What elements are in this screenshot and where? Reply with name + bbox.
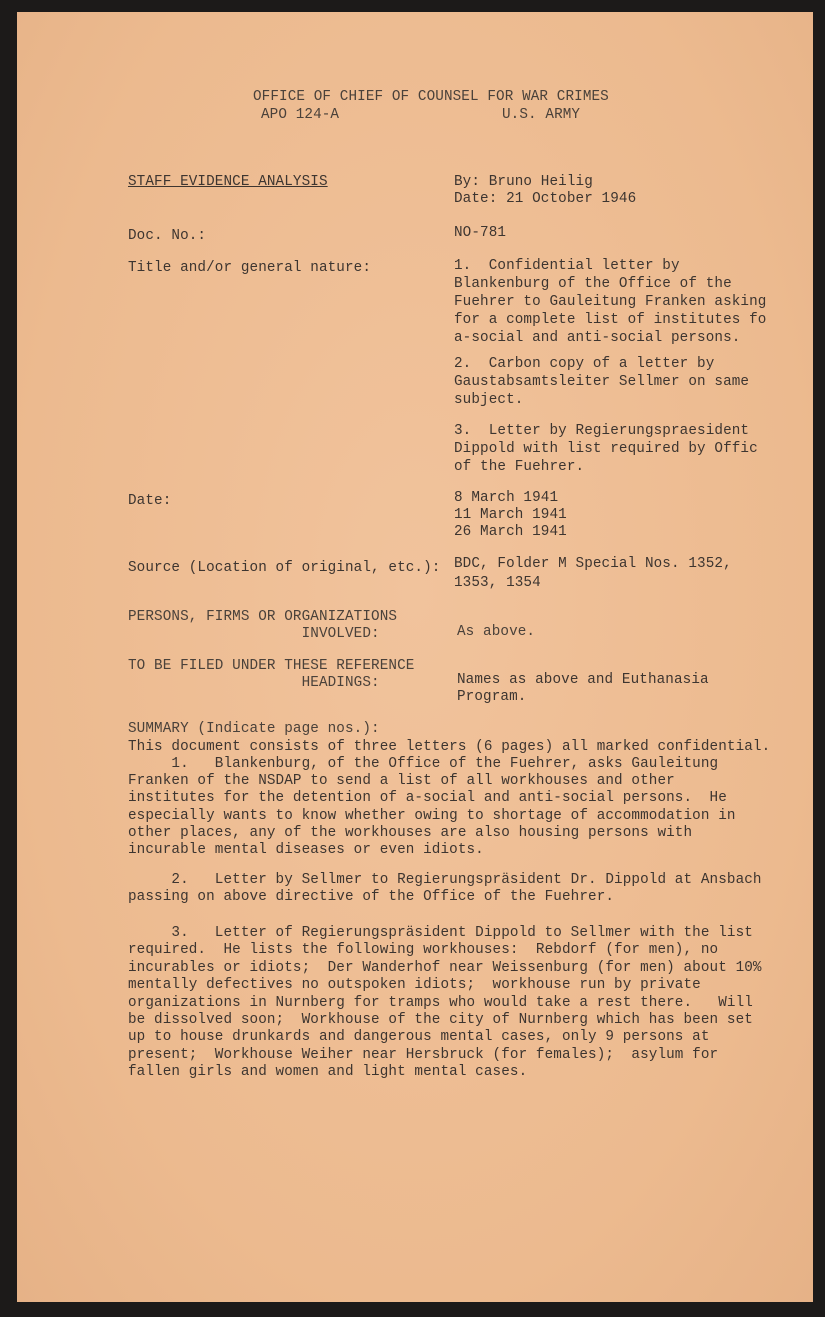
persons-value: As above. xyxy=(457,624,536,640)
analysis-date: Date: 21 October 1946 xyxy=(454,191,637,207)
persons-label: PERSONS, FIRMS OR ORGANIZATIONS INVOLVED: xyxy=(128,609,398,642)
summary-paragraph-1: 1. Blankenburg, of the Office of the Fuehrer, asks Gauleitung Franken of the NSDAP to send a list of all workhouses and other institutes for the detention of a-social and anti-social persons. He especially wants to know whether owing to shortage of accommodation in other places, any of the workhouses are also housing persons with incurable mental diseases or even idiots. xyxy=(128,756,736,859)
summary-intro: This document consists of three letters (6 pages) all marked confidential. xyxy=(128,739,771,755)
date-values: 8 March 1941 11 March 1941 26 March 1941 xyxy=(454,490,567,540)
filed-value: Names as above and Euthanasia Program. xyxy=(457,672,709,705)
summary-paragraph-2: 2. Letter by Sellmer to Regierungspräsident Dr. Dippold at Ansbach passing on above directive of the Office of the Fuehrer. xyxy=(128,872,762,906)
title-label: Title and/or general nature: xyxy=(128,260,372,276)
summary-heading: SUMMARY (Indicate page nos.): xyxy=(128,721,380,737)
doc-no-label: Doc. No.: xyxy=(128,228,207,244)
title-item-2: 2. Carbon copy of a letter by Gaustabsamtsleiter Sellmer on same subject. xyxy=(454,356,750,408)
analysis-title: STAFF EVIDENCE ANALYSIS xyxy=(128,174,328,190)
title-item-1: 1. Confidential letter by Blankenburg of the Office of the Fuehrer to Gauleitung Franken asking for a complete list of institutes fo a-social and anti-social persons. xyxy=(454,258,767,346)
source-value: BDC, Folder M Special Nos. 1352, 1353, 1354 xyxy=(454,556,732,591)
filed-label: TO BE FILED UNDER THESE REFERENCE HEADINGS: xyxy=(128,658,415,691)
analyst-name: By: Bruno Heilig xyxy=(454,174,593,190)
document-page xyxy=(17,12,813,1302)
title-item-3: 3. Letter by Regierungspraesident Dippold with list required by Offic of the Fuehrer. xyxy=(454,423,758,475)
date-label: Date: xyxy=(128,493,172,509)
office-heading: OFFICE OF CHIEF OF COUNSEL FOR WAR CRIMES xyxy=(253,89,609,105)
apo-number: APO 124-A xyxy=(261,107,340,123)
source-label: Source (Location of original, etc.): xyxy=(128,560,441,576)
army-label: U.S. ARMY xyxy=(502,107,581,123)
doc-no-value: NO-781 xyxy=(454,225,507,241)
summary-paragraph-3: 3. Letter of Regierungspräsident Dippold to Sellmer with the list required. He lists the following workhouses: Rebdorf (for men), no incurables or idiots; Der Wanderhof near Weissenburg (for men) about 10% mentally defectives no outspoken idiots; workhouse run by private organizations in Nurnberg for tramps who would take a rest there. Will be dissolved soon; Workhouse of the city of Nurnberg which has been set up to house drunkards and dangerous mental cases, only 9 persons at present; Workhouse Weiher near Hersbruck (for females); asylum for fallen girls and women and light mental cases. xyxy=(128,925,762,1081)
